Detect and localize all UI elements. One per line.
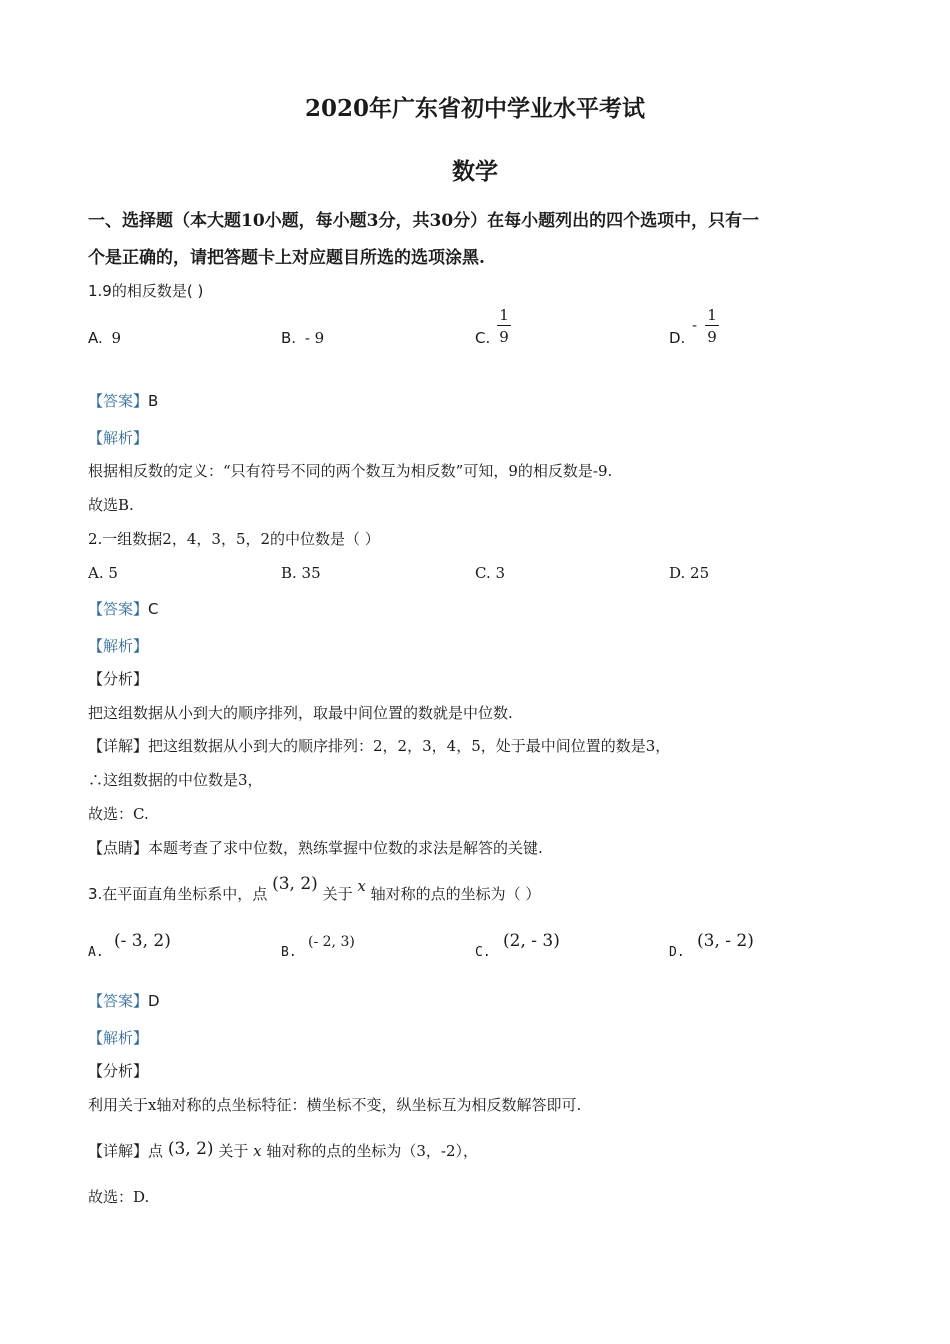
q1-answer bbox=[88, 390, 158, 411]
q1-option-d-denominator: 9 bbox=[707, 328, 717, 346]
q2-option-c: C. 3 bbox=[475, 564, 506, 582]
q3-option-b-value: (- 2, 3) bbox=[308, 934, 355, 950]
q2-answer-value: C bbox=[148, 600, 159, 618]
q2-comment bbox=[88, 837, 543, 858]
q3-fenxi-tag: 【分析】 bbox=[88, 1062, 149, 1080]
q3-stem-prefix: 3.在平面直角坐标系中，点 bbox=[88, 885, 268, 903]
q1-option-c-label: C. bbox=[475, 329, 491, 347]
page-subtitle: 数学 bbox=[452, 158, 498, 185]
q1-conclusion: 故选B. bbox=[88, 496, 134, 514]
q3-option-a-value: (- 3, 2) bbox=[114, 931, 171, 951]
q1-option-c-denominator: 9 bbox=[499, 328, 509, 346]
q3-fenxi-text: 利用关于x轴对称的点坐标特征：横坐标不变，纵坐标互为相反数解答即可. bbox=[88, 1096, 582, 1114]
q1-stem: 1.9的相反数是( ) bbox=[88, 282, 204, 300]
q2-conclusion: 故选：C. bbox=[88, 805, 149, 823]
detail-tag: 【详解】 bbox=[88, 737, 149, 755]
q3-detail-point: (3, 2) bbox=[167, 1139, 214, 1159]
answer-tag: 【答案】 bbox=[88, 600, 149, 618]
q3-option-d-label: D. bbox=[669, 945, 685, 960]
q3-detail-suffix: 轴对称的点的坐标为（3，-2）， bbox=[266, 1142, 479, 1160]
q2-analysis-tag: 【解析】 bbox=[88, 637, 149, 655]
q3-point: (3, 2) bbox=[272, 874, 318, 894]
q1-option-c-fraction bbox=[497, 305, 511, 346]
answer-tag: 【答案】 bbox=[88, 392, 149, 410]
q2-comment-text: 本题考查了求中位数，熟练掌握中位数的求法是解答的关键. bbox=[148, 839, 543, 857]
q1-answer-value: B bbox=[148, 392, 159, 410]
q3-option-d-value: (3, - 2) bbox=[697, 931, 754, 951]
q2-option-d: D. 25 bbox=[669, 564, 710, 582]
q3-detail-prefix: 点 bbox=[148, 1142, 164, 1160]
answer-tag: 【答案】 bbox=[88, 992, 149, 1010]
q3-detail-axis: x bbox=[253, 1142, 262, 1160]
q1-option-b-label: B. bbox=[281, 329, 297, 347]
q2-fenxi-text: 把这组数据从小到大的顺序排列，取最中间位置的数就是中位数. bbox=[88, 704, 513, 722]
q2-fenxi-tag: 【分析】 bbox=[88, 670, 149, 688]
q1-option-d-label: D. bbox=[669, 329, 686, 347]
q2-therefore: ∴这组数据的中位数是3， bbox=[88, 771, 263, 789]
q3-option-a-label: A. bbox=[88, 945, 104, 960]
q3-stem bbox=[88, 874, 541, 904]
q1-option-d-fraction bbox=[705, 305, 719, 346]
q3-option-c-label: C. bbox=[475, 945, 491, 960]
q1-explanation: 根据相反数的定义：“只有符号不同的两个数互为相反数”可知，9的相反数是-9. bbox=[88, 462, 613, 480]
q1-option-a bbox=[88, 329, 121, 347]
q2-detail-text: 把这组数据从小到大的顺序排列：2，2，3，4，5，处于最中间位置的数是3， bbox=[148, 737, 671, 755]
q3-stem-mid: 关于 bbox=[322, 885, 353, 903]
q1-option-b-value: - 9 bbox=[304, 329, 325, 347]
section-header-line1: 一、选择题（本大题10小题，每小题3分，共30分）在每小题列出的四个选项中，只有一 bbox=[88, 211, 760, 231]
q3-option-c-value: (2, - 3) bbox=[503, 931, 560, 951]
q3-option-b-label: B. bbox=[281, 945, 297, 960]
q3-detail-mid: 关于 bbox=[218, 1142, 249, 1160]
q1-option-c-numerator: 1 bbox=[499, 306, 509, 324]
q1-option-d-numerator: 1 bbox=[707, 306, 717, 324]
q2-answer bbox=[88, 598, 159, 619]
q1-option-a-value: 9 bbox=[111, 329, 122, 347]
q3-axis: x bbox=[357, 877, 366, 895]
q1-option-a-label: A. bbox=[88, 329, 103, 347]
q2-stem: 2.一组数据2，4，3，5，2的中位数是（ ） bbox=[88, 530, 380, 548]
page-title: 2020年广东省初中学业水平考试 bbox=[304, 95, 645, 122]
q3-answer bbox=[88, 990, 160, 1011]
q3-answer-value: D bbox=[148, 992, 160, 1010]
q2-option-a: A. 5 bbox=[88, 564, 118, 582]
q1-analysis-tag: 【解析】 bbox=[88, 429, 149, 447]
q3-detail bbox=[88, 1140, 478, 1161]
q2-detail bbox=[88, 735, 670, 756]
q1-option-d-sign: - bbox=[692, 316, 698, 334]
q1-option-b bbox=[281, 329, 324, 347]
detail-tag: 【详解】 bbox=[88, 1142, 149, 1160]
section-header-line2: 个是正确的，请把答题卡上对应题目所选的选项涂黑. bbox=[88, 248, 485, 268]
comment-tag: 【点睛】 bbox=[88, 839, 149, 857]
q3-stem-suffix: 轴对称的点的坐标为（ ） bbox=[370, 885, 541, 903]
q2-option-b: B. 35 bbox=[281, 564, 321, 582]
q3-analysis-tag: 【解析】 bbox=[88, 1029, 149, 1047]
q3-conclusion: 故选：D. bbox=[88, 1188, 150, 1206]
